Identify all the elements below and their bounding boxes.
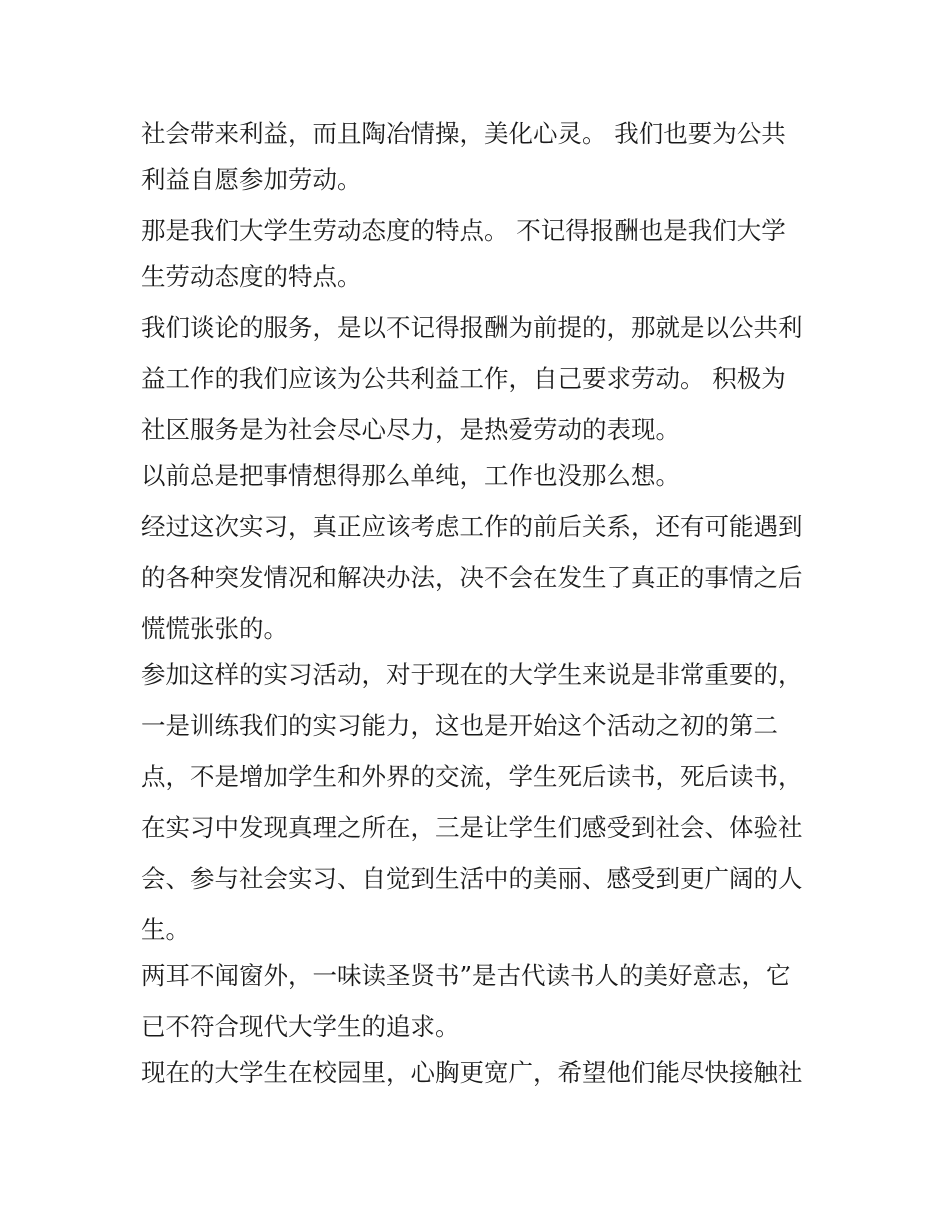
text-line: 慌慌张张的。 [141,614,288,643]
text-line: 生。 [141,915,190,944]
text-line: 点，不是增加学生和外界的交流，学生死后读书，死后读书， [141,762,803,791]
text-line: 已不符合现代大学生的追求。 [141,1012,460,1041]
text-line: 两耳不闻窗外，一味读圣贤书”是古代读书人的美好意志，它 [141,961,791,990]
text-line: 现在的大学生在校园里，心胸更宽广，希望他们能尽快接触社 [141,1058,803,1087]
body-text [141,108,813,1098]
text-line: 的各种突发情况和解决办法，决不会在发生了真正的事情之后 [141,563,803,592]
text-line: 社会带来利益，而且陶冶情操，美化心灵。 我们也要为公共 [141,119,786,148]
text-line: 社区服务是为社会尽心尽力，是热爱劳动的表现。 [141,415,680,444]
text-line: 经过这次实习，真正应该考虑工作的前后关系，还有可能遇到 [141,512,803,541]
text-line: 那是我们大学生劳动态度的特点。 不记得报酬也是我们大学 [141,216,786,245]
text-line: 会、参与社会实习、自觉到生活中的美丽、感受到更广阔的人 [141,864,803,893]
text-line: 生劳动态度的特点。 [141,262,362,291]
text-line: 利益自愿参加劳动。 [141,165,362,194]
text-line: 在实习中发现真理之所在，三是让学生们感受到社会、体验社 [141,813,803,842]
text-line: 益工作的我们应该为公共利益工作，自己要求劳动。 积极为 [141,364,786,393]
text-line: 我们谈论的服务，是以不记得报酬为前提的，那就是以公共利 [141,313,803,342]
text-line: 一是训练我们的实习能力，这也是开始这个活动之初的第二 [141,711,778,740]
text-line: 以前总是把事情想得那么单纯，工作也没那么想。 [141,461,680,490]
text-line: 参加这样的实习活动，对于现在的大学生来说是非常重要的， [141,660,803,689]
